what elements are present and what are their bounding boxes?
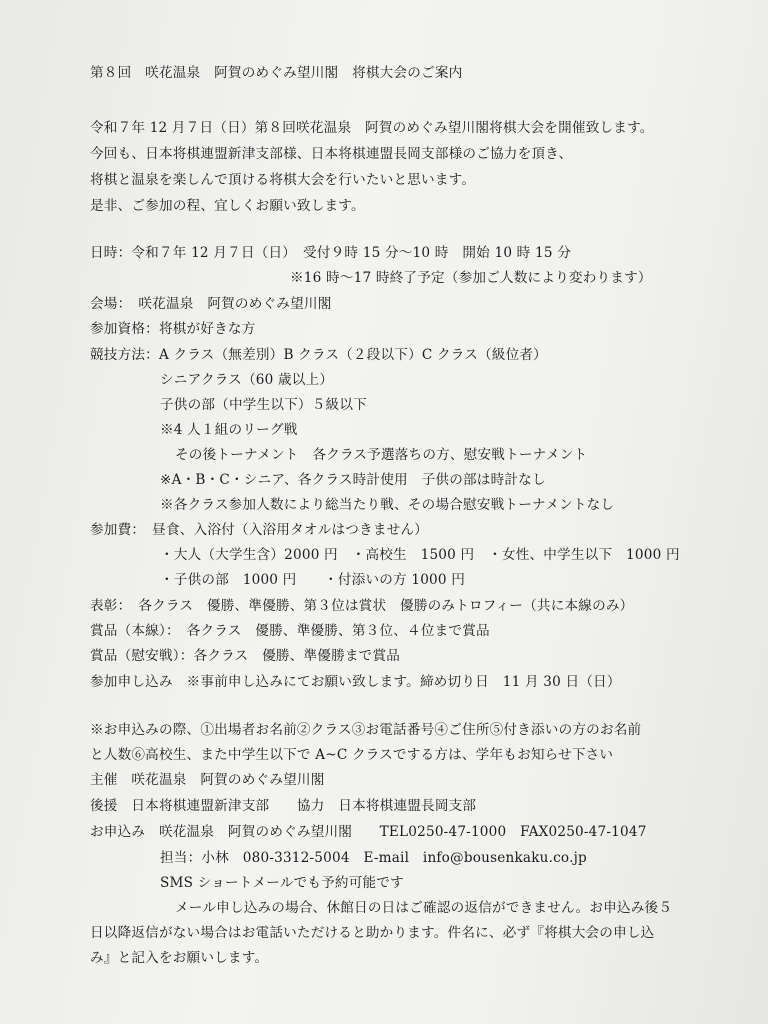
application-note: ※お申込みの際、①出場者お名前②クラス③お電話番号④ご住所⑤付き添いの方のお名前: [90, 722, 642, 738]
intro-line: 将棋と温泉を楽しんで頂ける将棋大会を行いたいと思います。: [90, 172, 476, 188]
contact-person: 担当：小林 080-3312-5004 E-mail info@bousenkaku.co.jp: [160, 850, 587, 866]
intro-line: 令和７年 12 月７日（日）第８回咲花温泉 阿賀のめぐみ望川閣将棋大会を開催致します。: [90, 120, 654, 136]
intro-line: 今回も、日本将棋連盟新津支部様、日本将棋連盟長岡支部様のご協力を頂き、: [90, 146, 573, 162]
mail-note: み』と記入をお願いします。: [90, 950, 269, 966]
mail-note: 日以降返信がない場合はお電話いただけると助かります。件名に、必ず『将棋大会の申し込: [90, 925, 655, 941]
prizes-consolation: 賞品（慰安戦）：各クラス 優勝、準優勝まで賞品: [90, 648, 401, 664]
prizes-main: 賞品（本線）： 各クラス 優勝、準優勝、第３位、４位まで賞品: [90, 623, 490, 639]
sponsor: 後援 日本将棋連盟新津支部 協力 日本将棋連盟長岡支部: [90, 798, 477, 814]
mail-note: メール申し込みの場合、休館日の日はご確認の返信ができません。お申込み後５: [175, 900, 673, 916]
competition-format: その後トーナメント 各クラス予選落ちの方、慰安戦トーナメント: [175, 447, 588, 463]
event-datetime: 日時：令和７年 12 月７日（日） 受付９時 15 分～10 時 開始 10 時 15 分: [90, 245, 572, 261]
awards: 表彰： 各クラス 優勝、準優勝、第３位は賞状 優勝のみトロフィー（共に本線のみ）: [90, 598, 634, 614]
participation-fee: ・大人（大学生含）2000 円 ・高校生 1500 円 ・女性、中学生以下 1000 円: [160, 547, 680, 563]
eligibility: 参加資格：将棋が好きな方: [90, 321, 256, 337]
venue: 会場： 咲花温泉 阿賀のめぐみ望川閣: [90, 296, 332, 312]
competition-format: 競技方法：A クラス（無差別）B クラス（２段以下）C クラス（級位者）: [90, 347, 547, 363]
organizer: 主催 咲花温泉 阿賀のめぐみ望川閣: [90, 772, 325, 788]
competition-format: ※4 人１組のリーグ戦: [160, 422, 298, 438]
competition-format: 子供の部（中学生以下）５級以下: [160, 397, 367, 413]
participation-fee: ・子供の部 1000 円 ・付添いの方 1000 円: [160, 572, 466, 588]
competition-format: ※A・B・C・シニア、各クラス時計使用 子供の部は時計なし: [160, 472, 546, 488]
document-title: 第８回 咲花温泉 阿賀のめぐみ望川閣 将棋大会のご案内: [90, 65, 463, 81]
participation-fee: 参加費： 昼食、入浴付（入浴用タオルはつきません）: [90, 522, 429, 538]
end-time-note: ※16 時～17 時終了予定（参加ご人数により変わります）: [290, 270, 652, 286]
intro-line: 是非、ご参加の程、宜しくお願い致します。: [90, 198, 365, 214]
application-note: と人数⑥高校生、また中学生以下で A~C クラスでする方は、学年もお知らせ下さい: [90, 747, 614, 763]
contact: お申込み 咲花温泉 阿賀のめぐみ望川閣 TEL0250-47-1000 FAX0250-47-1047: [90, 824, 647, 840]
competition-format: シニアクラス（60 歳以上）: [160, 372, 334, 388]
sms-note: SMS ショートメールでも予約可能です: [160, 875, 404, 891]
application-deadline: 参加申し込み ※事前申し込みにてお願い致します。締め切り日 11 月 30 日（日）: [90, 674, 621, 690]
competition-format: ※各クラス参加人数により総当たり戦、その場合慰安戦トーナメントなし: [160, 497, 615, 513]
